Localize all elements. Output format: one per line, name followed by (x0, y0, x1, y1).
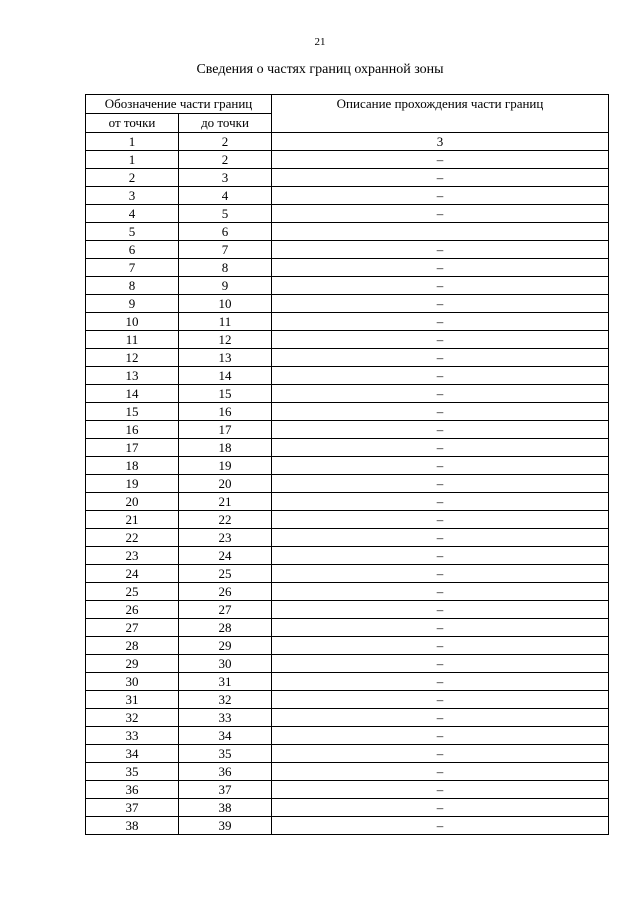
table-row (86, 709, 609, 727)
cell-description: – (272, 295, 609, 313)
table-row (86, 763, 609, 781)
cell-to-point: 15 (179, 385, 272, 403)
cell-from-point: 28 (86, 637, 179, 655)
cell-to-point: 27 (179, 601, 272, 619)
cell-from-point: 35 (86, 763, 179, 781)
cell-to-point: 25 (179, 565, 272, 583)
cell-from-point: 37 (86, 799, 179, 817)
cell-description: – (272, 313, 609, 331)
cell-description: – (272, 277, 609, 295)
cell-description: – (272, 151, 609, 169)
cell-from-point: 36 (86, 781, 179, 799)
cell-to-point: 14 (179, 367, 272, 385)
cell-description: – (272, 367, 609, 385)
cell-from-point: 5 (86, 223, 179, 241)
cell-to-point: 31 (179, 673, 272, 691)
table-row (86, 385, 609, 403)
cell-to-point: 26 (179, 583, 272, 601)
cell-to-point: 21 (179, 493, 272, 511)
cell-description: – (272, 565, 609, 583)
cell-to-point: 11 (179, 313, 272, 331)
cell-description: – (272, 601, 609, 619)
cell-to-point: 33 (179, 709, 272, 727)
cell-description: – (272, 817, 609, 835)
cell-description: – (272, 403, 609, 421)
cell-to-point: 12 (179, 331, 272, 349)
table-row (86, 691, 609, 709)
cell-to-point: 8 (179, 259, 272, 277)
table-row (86, 673, 609, 691)
cell-to-point: 2 (179, 133, 272, 151)
cell-description: – (272, 205, 609, 223)
cell-description: – (272, 259, 609, 277)
cell-from-point: 6 (86, 241, 179, 259)
cell-from-point: 27 (86, 619, 179, 637)
cell-to-point: 2 (179, 151, 272, 169)
table-row (86, 817, 609, 835)
cell-from-point: 25 (86, 583, 179, 601)
cell-from-point: 22 (86, 529, 179, 547)
cell-description: – (272, 709, 609, 727)
cell-from-point: 30 (86, 673, 179, 691)
table-row (86, 169, 609, 187)
page-number: 21 (314, 36, 326, 48)
table-row (86, 565, 609, 583)
cell-description: 3 (272, 133, 609, 151)
cell-from-point: 12 (86, 349, 179, 367)
table-row (86, 529, 609, 547)
cell-to-point: 18 (179, 439, 272, 457)
cell-from-point: 8 (86, 277, 179, 295)
cell-description: – (272, 691, 609, 709)
table-row (86, 655, 609, 673)
table-row (86, 151, 609, 169)
cell-to-point: 7 (179, 241, 272, 259)
cell-description: – (272, 799, 609, 817)
cell-from-point: 1 (86, 151, 179, 169)
cell-to-point: 32 (179, 691, 272, 709)
table-row (86, 601, 609, 619)
cell-from-point: 16 (86, 421, 179, 439)
table-row (86, 583, 609, 601)
cell-to-point: 20 (179, 475, 272, 493)
cell-to-point: 22 (179, 511, 272, 529)
cell-to-point: 6 (179, 223, 272, 241)
cell-to-point: 3 (179, 169, 272, 187)
cell-from-point: 4 (86, 205, 179, 223)
cell-description: – (272, 547, 609, 565)
table-row (86, 223, 609, 241)
header-boundary-designation: Обозначение части границ (86, 95, 272, 114)
cell-to-point: 17 (179, 421, 272, 439)
page-title: Сведения о частях границ охранной зоны (196, 62, 444, 77)
cell-description: – (272, 781, 609, 799)
cell-description: – (272, 673, 609, 691)
cell-from-point: 21 (86, 511, 179, 529)
table-row (86, 295, 609, 313)
cell-from-point: 18 (86, 457, 179, 475)
cell-to-point: 16 (179, 403, 272, 421)
cell-description: – (272, 331, 609, 349)
cell-description: – (272, 655, 609, 673)
cell-description: – (272, 583, 609, 601)
cell-description: – (272, 493, 609, 511)
table-row (86, 727, 609, 745)
boundary-parts-table (85, 94, 609, 835)
cell-from-point: 34 (86, 745, 179, 763)
table-row (86, 457, 609, 475)
cell-to-point: 29 (179, 637, 272, 655)
table-row (86, 547, 609, 565)
cell-from-point: 33 (86, 727, 179, 745)
cell-description (272, 223, 609, 241)
table-row (86, 637, 609, 655)
cell-from-point: 7 (86, 259, 179, 277)
cell-description: – (272, 529, 609, 547)
cell-from-point: 13 (86, 367, 179, 385)
cell-to-point: 36 (179, 763, 272, 781)
cell-description: – (272, 385, 609, 403)
table-body (86, 133, 609, 835)
cell-description: – (272, 763, 609, 781)
cell-from-point: 11 (86, 331, 179, 349)
cell-from-point: 17 (86, 439, 179, 457)
cell-from-point: 1 (86, 133, 179, 151)
table-row (86, 133, 609, 151)
cell-from-point: 38 (86, 817, 179, 835)
cell-to-point: 19 (179, 457, 272, 475)
cell-from-point: 3 (86, 187, 179, 205)
cell-description: – (272, 349, 609, 367)
cell-to-point: 30 (179, 655, 272, 673)
cell-to-point: 37 (179, 781, 272, 799)
table-row (86, 475, 609, 493)
table-row (86, 439, 609, 457)
cell-description: – (272, 637, 609, 655)
cell-from-point: 15 (86, 403, 179, 421)
cell-description: – (272, 745, 609, 763)
table-row (86, 781, 609, 799)
table-row (86, 241, 609, 259)
table-row (86, 493, 609, 511)
cell-description: – (272, 619, 609, 637)
cell-description: – (272, 511, 609, 529)
cell-description: – (272, 457, 609, 475)
cell-to-point: 4 (179, 187, 272, 205)
cell-from-point: 19 (86, 475, 179, 493)
cell-to-point: 5 (179, 205, 272, 223)
table-row (86, 205, 609, 223)
cell-from-point: 29 (86, 655, 179, 673)
cell-to-point: 34 (179, 727, 272, 745)
table-row (86, 799, 609, 817)
cell-description: – (272, 727, 609, 745)
cell-from-point: 10 (86, 313, 179, 331)
table-row (86, 187, 609, 205)
cell-description: – (272, 439, 609, 457)
table-row (86, 511, 609, 529)
cell-description: – (272, 241, 609, 259)
cell-from-point: 14 (86, 385, 179, 403)
cell-to-point: 23 (179, 529, 272, 547)
cell-from-point: 26 (86, 601, 179, 619)
table-row (86, 349, 609, 367)
cell-from-point: 24 (86, 565, 179, 583)
cell-from-point: 31 (86, 691, 179, 709)
cell-from-point: 23 (86, 547, 179, 565)
table-row (86, 331, 609, 349)
table-row (86, 745, 609, 763)
table-row (86, 259, 609, 277)
header-to-point: до точки (179, 114, 272, 133)
cell-description: – (272, 169, 609, 187)
cell-to-point: 24 (179, 547, 272, 565)
cell-to-point: 38 (179, 799, 272, 817)
header-from-point: от точки (86, 114, 179, 133)
cell-from-point: 2 (86, 169, 179, 187)
cell-from-point: 9 (86, 295, 179, 313)
table-row (86, 403, 609, 421)
table-row (86, 619, 609, 637)
cell-to-point: 39 (179, 817, 272, 835)
cell-to-point: 13 (179, 349, 272, 367)
table-row (86, 313, 609, 331)
cell-description: – (272, 475, 609, 493)
header-boundary-description: Описание прохождения части границ (272, 95, 609, 133)
table-row (86, 367, 609, 385)
cell-to-point: 9 (179, 277, 272, 295)
cell-description: – (272, 187, 609, 205)
cell-from-point: 32 (86, 709, 179, 727)
cell-to-point: 28 (179, 619, 272, 637)
table-row (86, 277, 609, 295)
cell-description: – (272, 421, 609, 439)
cell-to-point: 35 (179, 745, 272, 763)
cell-to-point: 10 (179, 295, 272, 313)
cell-from-point: 20 (86, 493, 179, 511)
table-header (86, 95, 609, 133)
table-row (86, 421, 609, 439)
